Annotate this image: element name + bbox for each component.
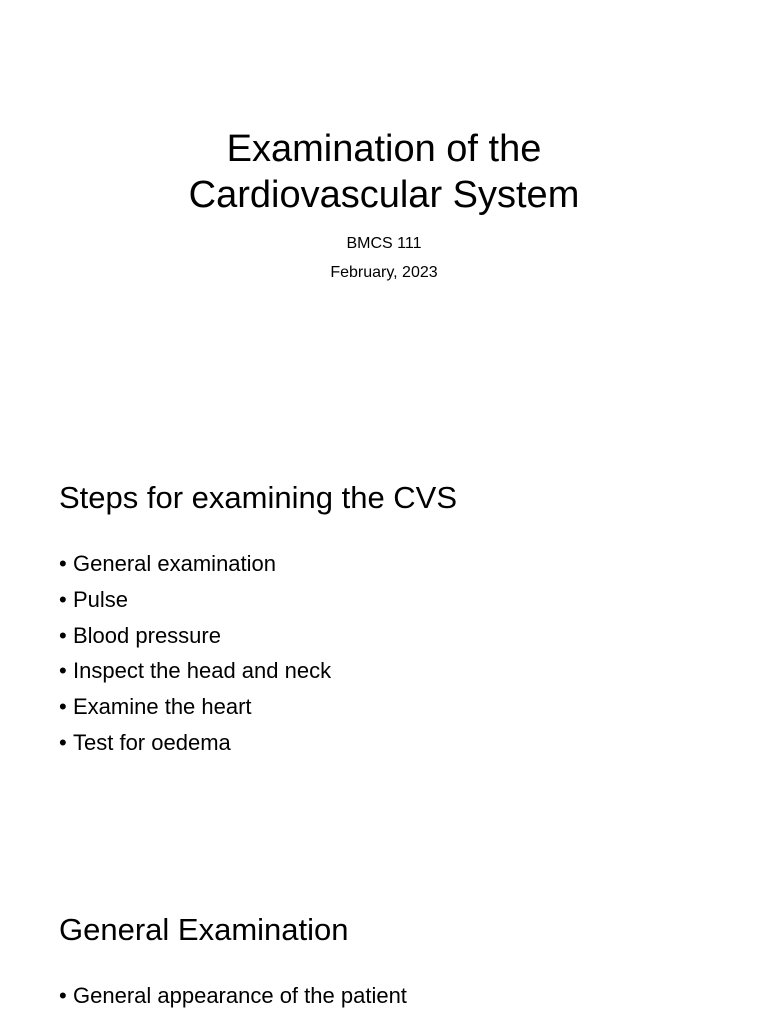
list-item [59, 689, 331, 725]
bullet-dot: • [59, 586, 67, 612]
list-item [59, 978, 407, 1014]
title-slide [0, 0, 768, 432]
title-block [0, 126, 768, 287]
title-line-1: Examination of the [226, 128, 542, 170]
list-item [59, 582, 331, 618]
list-item-text: Test for oedema [73, 729, 231, 755]
list-item [59, 546, 331, 582]
list-item-text: Examine the heart [73, 694, 252, 720]
bullet-dot: • [59, 729, 67, 755]
bullet-dot: • [59, 658, 67, 684]
subtitle-block [0, 229, 768, 287]
presentation-title [0, 126, 768, 218]
list-item-text: General appearance of the patient [73, 983, 407, 1008]
title-line-2: Cardiovascular System [188, 174, 580, 216]
list-item [59, 725, 331, 761]
list-item-text: Pulse [73, 586, 129, 612]
list-item-text: General examination [73, 551, 277, 576]
bullet-dot: • [59, 694, 67, 720]
list-item-text: Blood pressure [73, 622, 221, 648]
list-item-text: Inspect the head and neck [73, 658, 332, 684]
list-item [59, 653, 331, 689]
bullet-dot: • [59, 983, 67, 1008]
general-examination-slide [0, 864, 768, 1024]
steps-slide [0, 432, 768, 864]
course-code: BMCS 111 [346, 235, 422, 252]
presentation-date: February, 2023 [330, 264, 438, 281]
slide-heading: General Examination [59, 912, 349, 947]
bullet-dot: • [59, 551, 67, 576]
bullet-list [59, 546, 331, 761]
list-item [59, 618, 331, 654]
bullet-list [59, 978, 407, 1014]
slide-heading: Steps for examining the CVS [59, 480, 458, 515]
bullet-dot: • [59, 622, 67, 648]
